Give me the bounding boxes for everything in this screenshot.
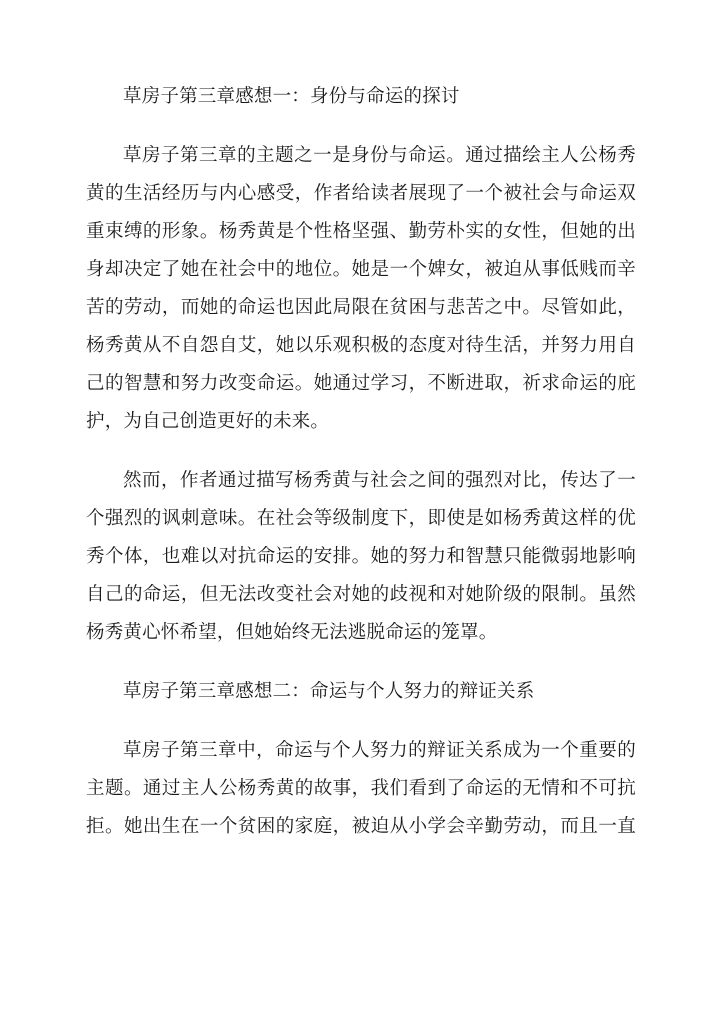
text-line: 自己的命运，但无法改变社会对她的歧视和对她阶级的限制。虽然 — [86, 584, 636, 605]
section-1-paragraph-2 — [86, 462, 636, 652]
text-line: 护，为自己创造更好的未来。 — [86, 411, 330, 432]
text-line: 主题。通过主人公杨秀黄的故事，我们看到了命运的无情和不可抗 — [86, 778, 636, 799]
text-line: 草房子第三章的主题之一是身份与命运。通过描绘主人公杨秀 — [123, 145, 636, 166]
text-line: 然而，作者通过描写杨秀黄与社会之间的强烈对比，传达了一 — [123, 470, 636, 491]
text-line: 己的智慧和努力改变命运。她通过学习，不断进取，祈求命运的庇 — [86, 373, 636, 394]
text-line: 黄的生活经历与内心感受，作者给读者展现了一个被社会与命运双 — [86, 183, 636, 204]
text-line: 草房子第三章中，命运与个人努力的辩证关系成为一个重要的 — [123, 740, 636, 761]
text-line: 身却决定了她在社会中的地位。她是一个婢女，被迫从事低贱而辛 — [86, 259, 636, 280]
text-line: 苦的劳动，而她的命运也因此局限在贫困与悲苦之中。尽管如此， — [86, 297, 636, 318]
text-line: 个强烈的讽刺意味。在社会等级制度下，即使是如杨秀黄这样的优 — [86, 508, 636, 529]
text-line: 秀个体，也难以对抗命运的安排。她的努力和智慧只能微弱地影响 — [86, 546, 636, 567]
text-line: 杨秀黄心怀希望，但她始终无法逃脱命运的笼罩。 — [86, 622, 498, 643]
document-body — [86, 78, 636, 867]
text-line: 杨秀黄从不自怨自艾，她以乐观积极的态度对待生活，并努力用自 — [86, 335, 636, 356]
text-line: 拒。她出生在一个贫困的家庭，被迫从小学会辛勤劳动，而且一直 — [86, 816, 636, 837]
section-2-paragraph-1 — [86, 732, 636, 846]
section-heading-1: 草房子第三章感想一：身份与命运的探讨 — [123, 86, 460, 107]
text-line: 重束缚的形象。杨秀黄是个性格坚强、勤劳朴实的女性，但她的出 — [86, 221, 636, 242]
section-1-paragraph-1 — [86, 137, 636, 441]
section-heading-2: 草房子第三章感想二：命运与个人努力的辩证关系 — [123, 681, 535, 702]
